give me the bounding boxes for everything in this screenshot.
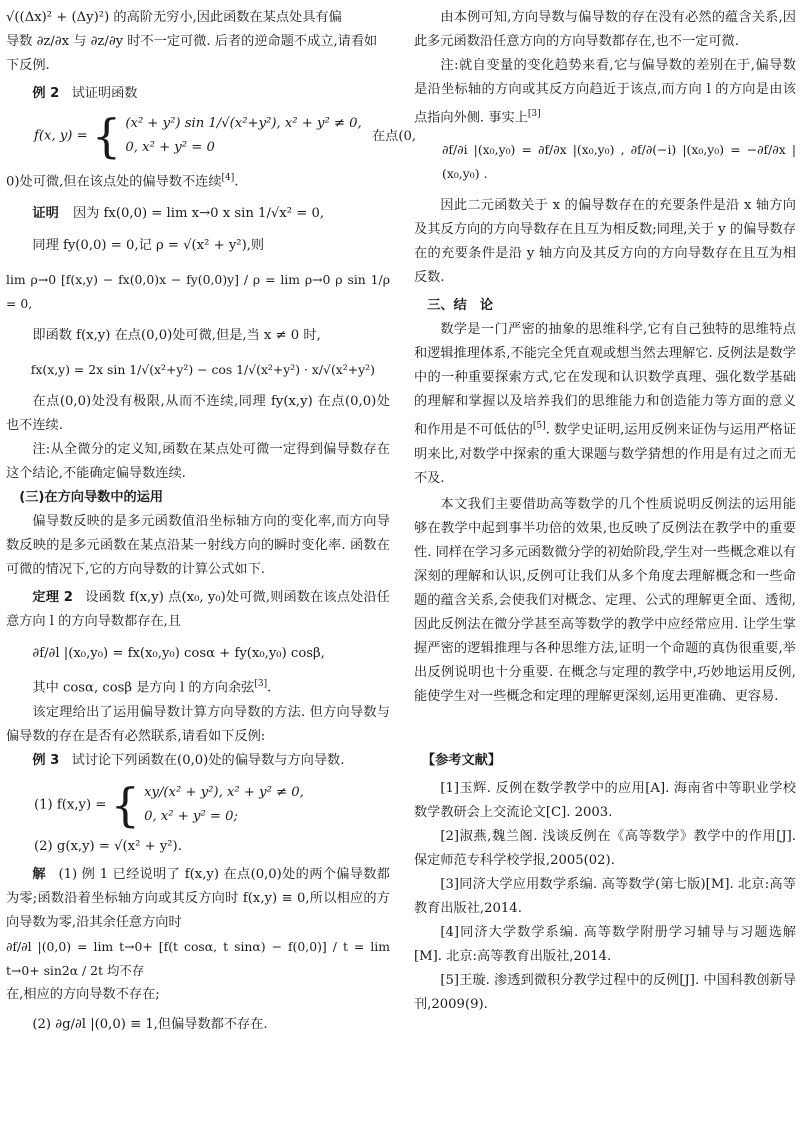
theorem-2-text: 设函数 f(x,y) 点(x₀, y₀)处可微,则函数在该点处沿任意方向 l 的方向导数都存在,且 (6, 590, 390, 630)
example-3 (6, 749, 390, 773)
example-3-case-2: 0, x² + y² = 0; (144, 808, 238, 824)
example-3-case-1: xy/(x² + y²), x² + y² ≠ 0, (144, 784, 304, 800)
proof-line-5: fx(x,y) = 2x sin 1/√(x²+y²) − cos 1/√(x²+y²) · x/√(x²+y²) (30, 362, 375, 378)
example-2-text: 试证明函数 (71, 86, 138, 101)
theorem-2-label: 定理 2 (32, 590, 73, 606)
right-para-3: 因此二元函数关于 x 的偏导数存在的充要条件是沿 x 轴方向及其反方向的方向导数存在且互为相反数;同理,关于 y 的偏导数存在的充要条件是沿 y 轴方向及其反方向的方向导数存在且互为相反数. (414, 198, 796, 286)
right-para-2-text: 注:就自变量的变化趋势来看,它与偏导数的差别在于,偏导数是沿坐标轴的方向或其反方向趋近于该点,而方向 l 的方向是由该点指向外侧. 事实上 (414, 58, 796, 126)
conclusion-para-1 (414, 318, 796, 490)
example-2-statement: 0)处可微,但在该点处的偏导数不连续 (6, 174, 222, 190)
example-3-text: 试讨论下列函数在(0,0)处的偏导数与方向导数. (71, 752, 345, 768)
example-2-fn-prefix: f(x, y) = (34, 128, 88, 144)
citation-3: [3] (254, 679, 268, 690)
example-3-cases (144, 781, 304, 829)
example-2-fn-suffix: 在点(0, (371, 128, 417, 144)
intro-line-2: 导数 ∂z/∂x 与 ∂z/∂y 时不一定可微. 后者的逆命题不成立,请看如 (6, 34, 378, 49)
reference-item: [1]玉辉. 反例在数学教学中的应用[A]. 海南省中等职业学校数学教研会上交流论文[C]. 2003. (414, 780, 796, 820)
references-title: 【参考文献】 (421, 752, 502, 768)
example-2-label: 例 2 (32, 86, 60, 101)
example-2-text-2: 0)处可微,但在该点处的偏导数不连续[4]. (6, 173, 239, 190)
proof-line-6: 在点(0,0)处没有极限,从而不连续,同理 fy(x,y) 在点(0,0)处也不连续. (6, 394, 390, 434)
left-brace: { (91, 109, 122, 163)
solution-label: 解 (32, 866, 46, 882)
section-3-para-1: 偏导数反映的是多元函数值沿坐标轴方向的变化率,而方向导数反映的是多元函数在某点沿某一射线方向的瞬时变化率. 函数在可微的情况下,它的方向导数的计算公式如下. (6, 514, 390, 578)
conclusion-para-1-text: 数学是一门严密的抽象的思维科学,它有自己独特的思维特点和逻辑推理体系,不能完全凭直观或想当然去理解它. 反例法是数学中的一种重要探索方式,它在发现和认识数学真理、强化数学基础的理解和掌握以及培养我们的思维能力和创造能力等方面的意义和作用是不可低估的 (414, 322, 796, 438)
solution-text: (1) 例 1 已经说明了 f(x,y) 在点(0,0)处的两个偏导数都为零;函数沿着坐标轴方向或其反方向时 f(x,y) ≡ 0,所以相应的方向导数为零,沿其余任意方向时 (6, 866, 390, 930)
proof-eq-1: 因为 fx(0,0) = lim x→0 x sin 1/√x² = 0, (72, 206, 325, 222)
theorem-2-after: 该定理给出了运用偏导数计算方向导数的方法. 但方向导数与偏导数的存在是否有必然联系,请看如下反例: (6, 704, 390, 744)
example-3-f1-prefix: (1) f(x,y) = (34, 797, 107, 813)
example-2-cases (125, 112, 361, 160)
references (414, 749, 796, 1017)
example-3-function-2: (2) g(x,y) = √(x² + y²). (34, 838, 182, 854)
theorem-2 (6, 586, 390, 634)
intro-line-1: √((Δx)² + (Δy)²) 的高阶无穷小,因此函数在某点处具有偏 (6, 10, 342, 25)
proof-line-3: lim ρ→0 [f(x,y) − fx(0,0)x − fy(0,0)y] / ρ = lim ρ→0 ρ sin 1/ρ = 0, (6, 272, 390, 312)
section-3-title: (三)在方向导数中的运用 (19, 490, 164, 506)
solution-after: 在,相应的方向导数不存在; (6, 986, 160, 1002)
right-para-2 (414, 54, 796, 130)
conclusion-title: 三、结 论 (427, 298, 494, 314)
example-2 (6, 82, 390, 106)
example-3-function-1 (34, 777, 390, 832)
note-1: 注:从全微分的定义知,函数在某点处可微一定得到偏导数存在这个结论,不能确定偏导数连续. (6, 442, 390, 482)
proof-line-2: 同理 fy(0,0) = 0,记 ρ = √(x² + y²),则 (32, 238, 265, 254)
reference-item: [2]淑燕,魏兰阁. 浅谈反例在《高等数学》教学中的作用[J]. 保定师范专科学校学报,2005(02). (414, 828, 796, 868)
solution-formula: ∂f/∂l |(0,0) = lim t→0+ [f(t cosα, t sinα) − f(0,0)] / t = lim t→0+ sin2α / 2t 均不存 (6, 938, 390, 978)
reference-item: [4]同济大学数学系编. 高等数学附册学习辅导与习题选解[M]. 北京:高等教育出版社,2014. (414, 924, 796, 964)
right-column (414, 6, 796, 1017)
conclusion-para-2: 本文我们主要借助高等数学的几个性质说明反例法的运用能够在教学中起到事半功倍的效果,也反映了反例法在教学中的重要性. 同样在学习多元函数微分学的初始阶段,学生对一些概念难以有深刻的理解和认识,反例可让我们从多个角度去理解概念和一些命题的蕴含关系,会使我们对概念、定理、公式的理解更全面、透彻,因此反例法在微分学甚至高等数学的教学中应经常应用. 让学生掌握严密的逻辑推理与各种思维方法,证明一个命题的真伪很重要,举出反例说明也十分重要. 在概念与定理的教学中,巧妙地运用反例,能使学生对一些概念和定理的理解更深刻,运用更准确、更容易. (414, 496, 796, 704)
theorem-2-where-text: 其中 cosα, cosβ 是方向 l 的方向余弦 (32, 680, 255, 696)
theorem-2-where: 其中 cosα, cosβ 是方向 l 的方向余弦[3]. (32, 679, 272, 696)
intro-line-3: 下反例. (6, 58, 50, 73)
proof-line-4: 即函数 f(x,y) 在点(0,0)处可微,但是,当 x ≠ 0 时, (32, 328, 321, 344)
solution-2: (2) ∂g/∂l |(0,0) ≡ 1,但偏导数都不存在. (32, 1016, 268, 1032)
left-brace: { (110, 777, 140, 832)
reference-item: [5]王璇. 渗透到微积分教学过程中的反例[J]. 中国科教创新导刊,2009(9). (414, 972, 796, 1012)
conclusion-para-1-tail: . 数学史证明,运用反例来证伪与运用严格证明来比,对数学中探索的重大课题与数学猜想的作用是有过之而无不及. (414, 422, 797, 486)
citation-3b: [3] (527, 109, 541, 119)
right-para-1: 由本例可知,方向导数与偏导数的存在没有必然的蕴含关系,因此多元函数沿任意方向的方向导数都存在,也不一定可微. (414, 10, 796, 49)
example-2-case-2: 0, x² + y² = 0 (125, 140, 215, 155)
proof-label: 证明 (32, 206, 59, 222)
citation-5: [5] (532, 421, 546, 432)
example-3-label: 例 3 (32, 752, 60, 768)
citation-4: [4] (221, 173, 235, 183)
example-2-case-1: (x² + y²) sin 1/√(x²+y²), x² + y² ≠ 0, (125, 116, 362, 131)
proof-line-1 (6, 202, 390, 226)
reference-item: [3]同济大学应用数学系编. 高等数学(第七版)[M]. 北京:高等教育出版社,2014. (414, 876, 796, 916)
example-2-function (34, 109, 417, 163)
theorem-2-formula: ∂f/∂l |(x₀,y₀) = fx(x₀,y₀) cosα + fy(x₀,y₀) cosβ, (32, 646, 325, 662)
right-para-2-formula: ∂f/∂i |(x₀,y₀) = ∂f/∂x |(x₀,y₀) , ∂f/∂(−i) |(x₀,y₀) = −∂f/∂x |(x₀,y₀) . (442, 142, 796, 182)
solution (6, 863, 390, 935)
left-column (6, 6, 417, 1037)
